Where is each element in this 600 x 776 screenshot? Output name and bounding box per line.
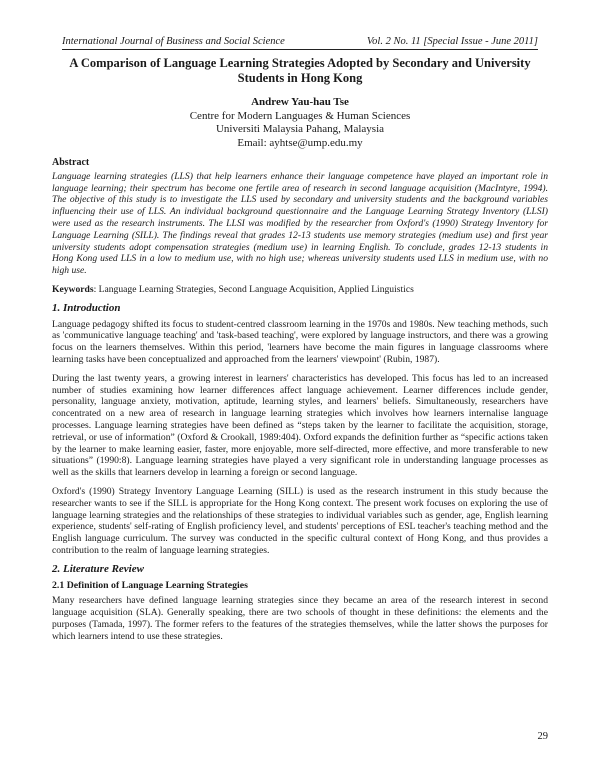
author-affiliation-2: Universiti Malaysia Pahang, Malaysia (215, 123, 385, 135)
running-head (62, 36, 538, 50)
literature-paragraph-1: Many researchers have defined language learning strategies since they became an area of the research interest in second language acquisition (SLA). Generally speaking, there are two schools of thought in these definitions: the elements and the purposes (Tamada, 1997). The former refers to the features of the strategies themselves, while the latter shows the purposes for which learners intend to use these strategies. (52, 595, 548, 642)
keywords-label: Keywords (52, 283, 94, 295)
journal-name: International Journal of Business and Social Science (62, 36, 285, 47)
intro-paragraph-1: Language pedagogy shifted its focus to student-centred classroom learning in the 1970s and 1980s. New teaching methods, such as 'communicative language teaching' and 'task-based teaching', were explored by language instructors, and there was a growing focus on the learners themselves. Within this period, 'learners have become the main figures in language classrooms where learning tasks have been conceptualized and approached from the learners' viewpoint' (Rubin, 1987). (52, 318, 548, 365)
keywords (52, 284, 548, 296)
abstract-text: Language learning strategies (LLS) that help learners enhance their language competence have played an important role in language learning; their spectrum has become one fertile area of research in second language acquisition (MacIntyre, 1994). The objective of this study is to investigate the LLS used by secondary and university students and the background variables influencing their use of LLS. An individual background questionnaire and the Language Learning Strategy Inventory (LLSI) were used as the research instruments. The LLSI was modified by the researcher from Oxford's (1990) Strategy Inventory for Language Learning (SILL). The findings reveal that grades 12-13 students use memory strategies (medium use) and first year university students adopt compensation strategies (medium use) in learning English. To conclude, grades 12-13 students in Hong Kong used LLS in a low to medium use, with no high use; whereas university students used LLS in medium use, with no high use. (52, 170, 548, 277)
keywords-text: : Language Learning Strategies, Second Language Acquisition, Applied Linguistics (93, 283, 414, 295)
author-name: Andrew Yau-hau Tse (251, 96, 349, 108)
author-affiliation-1: Centre for Modern Languages & Human Sciences (189, 109, 411, 122)
page-number: 29 (537, 731, 548, 742)
author-block (62, 96, 538, 150)
intro-paragraph-2: During the last twenty years, a growing interest in learners' characteristics has developed. This focus has led to an increased number of studies examining how learner differences affect language achievement. Learner differences include gender, personality, language anxiety, motivation, aptitude, learning styles, and learners' beliefs. Simultaneously, researchers have concentrated on a new area of research in language learning strategies which involves how learners internalise language processes. Language learning strategies have been defined as “steps taken by the learner to facilitate the acquisition, storage, retrieval, or use of information” (Oxford & Crookall, 1989:404). Oxford expands the definition further as “specific actions taken by the learner to make learning easier, faster, more enjoyable, more self-directed, more effective, and more transferable to new situations” (1990:8). Language learning strategies have played a very significant role in understanding language processes as well as the skills that learners develop in learning a foreign or second language. (52, 372, 548, 479)
volume-info: Vol. 2 No. 11 [Special Issue - June 2011] (366, 36, 538, 47)
section-1-heading: 1. Introduction (52, 301, 121, 314)
author-email: Email: ayhtse@ump.edu.my (237, 136, 363, 149)
subsection-2-1-heading: 2.1 Definition of Language Learning Strategies (52, 579, 248, 591)
abstract-heading: Abstract (52, 157, 90, 168)
intro-paragraph-3: Oxford's (1990) Strategy Inventory Language Learning (SILL) is used as the research instrument in this study because the researcher wants to see if the SILL is appropriate for the Hong Kong context. The present work focuses on exploring the use of language learning strategies and the relationships of these strategies to individual variables such as gender, age, English learning experience, students' self-rating of English proficiency level, and students' perceptions of ESL teacher's teaching method and the English language curriculum. The survey was conducted in the specific cultural context of Hong Kong, and thus provides a contribution to the realm of language learning strategies. (52, 485, 548, 556)
paper-body (52, 157, 548, 649)
section-2-heading: 2. Literature Review (52, 562, 144, 575)
paper-title: A Comparison of Language Learning Strategies Adopted by Secondary and University Students in Hong Kong (69, 56, 531, 85)
